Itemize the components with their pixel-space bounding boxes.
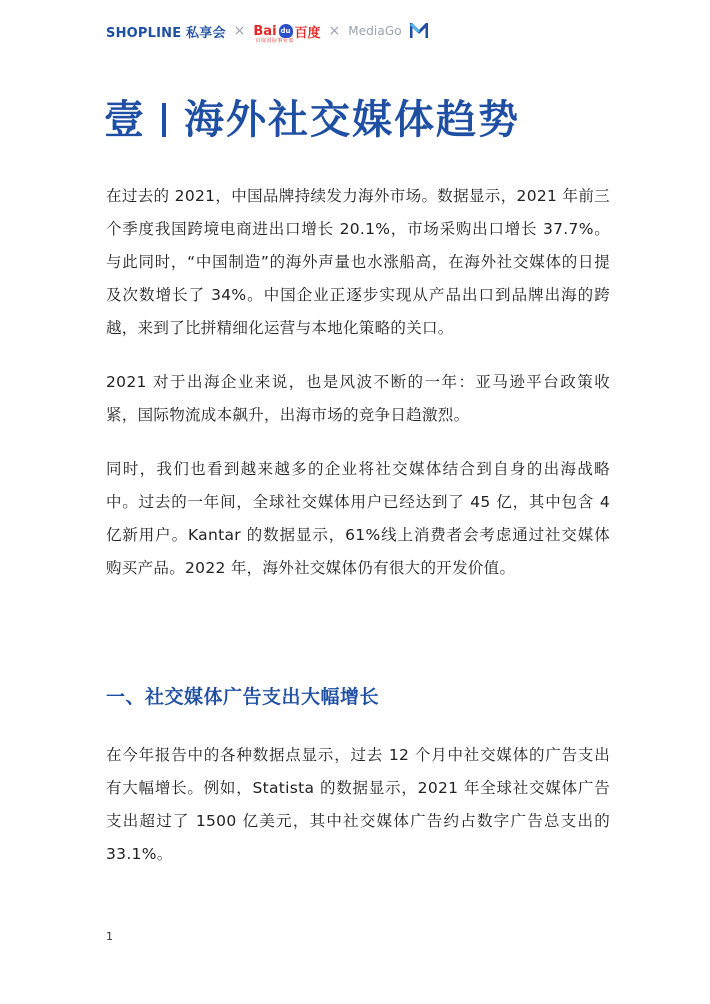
times-icon: ×	[233, 23, 246, 39]
shopline-logo	[106, 22, 226, 41]
baidu-logo-cn: 百度	[294, 25, 321, 41]
paragraph: 2021 对于出海企业来说，也是风波不断的一年：亚马逊平台政策收紧，国际物流成本飙升，出海市场的竞争日趋激烈。	[106, 373, 610, 424]
page-title	[104, 92, 520, 148]
paragraph: 在今年报告中的各种数据点显示，过去 12 个月中社交媒体的广告支出有大幅增长。例如，Statista 的数据显示，2021 年全球社交媒体广告支出超过了 1500 亿美元，其中社交媒体广告约占数字广告总支出的 33.1%。	[106, 746, 610, 863]
baidu-paw-icon: du	[279, 24, 293, 38]
mediago-m-icon	[410, 23, 428, 39]
partner-logos	[106, 18, 428, 44]
paragraph: 在过去的 2021，中国品牌持续发力海外市场。数据显示，2021 年前三个季度我国跨境电商进出口增长 20.1%，市场采购出口增长 37.7%。与此同时，“中国制造”的海外声量也水涨船高，在海外社交媒体的日提及次数增长了 34%。中国企业正逐步实现从产品出口到品牌出海的跨越，来到了比拼精细化运营与本地化策略的关口。	[106, 187, 610, 337]
paragraph: 同时，我们也看到越来越多的企业将社交媒体结合到自身的出海战略中。过去的一年间，全球社交媒体用户已经达到了 45 亿，其中包含 4 亿新用户。Kantar 的数据显示，61%线上消费者会考虑通过社交媒体购买产品。2022 年，海外社交媒体仍有很大的开发价值。	[106, 460, 610, 577]
page-number: 1	[106, 930, 113, 943]
baidu-logo	[253, 22, 321, 44]
chapter-number: 壹	[104, 97, 146, 143]
section-heading: 一、社交媒体广告支出大幅增长	[106, 686, 380, 708]
shopline-logo-text: SHOPLINE	[106, 25, 182, 41]
title-divider	[162, 103, 166, 137]
intro-section	[106, 180, 610, 606]
times-icon: ×	[328, 23, 341, 39]
mediago-logo-text: MediaGo	[348, 24, 402, 38]
section-body	[106, 739, 610, 892]
baidu-subtitle: 百度国际事业部	[255, 37, 294, 44]
shopline-suffix: 私享会	[186, 25, 226, 41]
chapter-title: 海外社交媒体趋势	[184, 97, 520, 143]
baidu-logo-text: Bai	[253, 23, 277, 39]
